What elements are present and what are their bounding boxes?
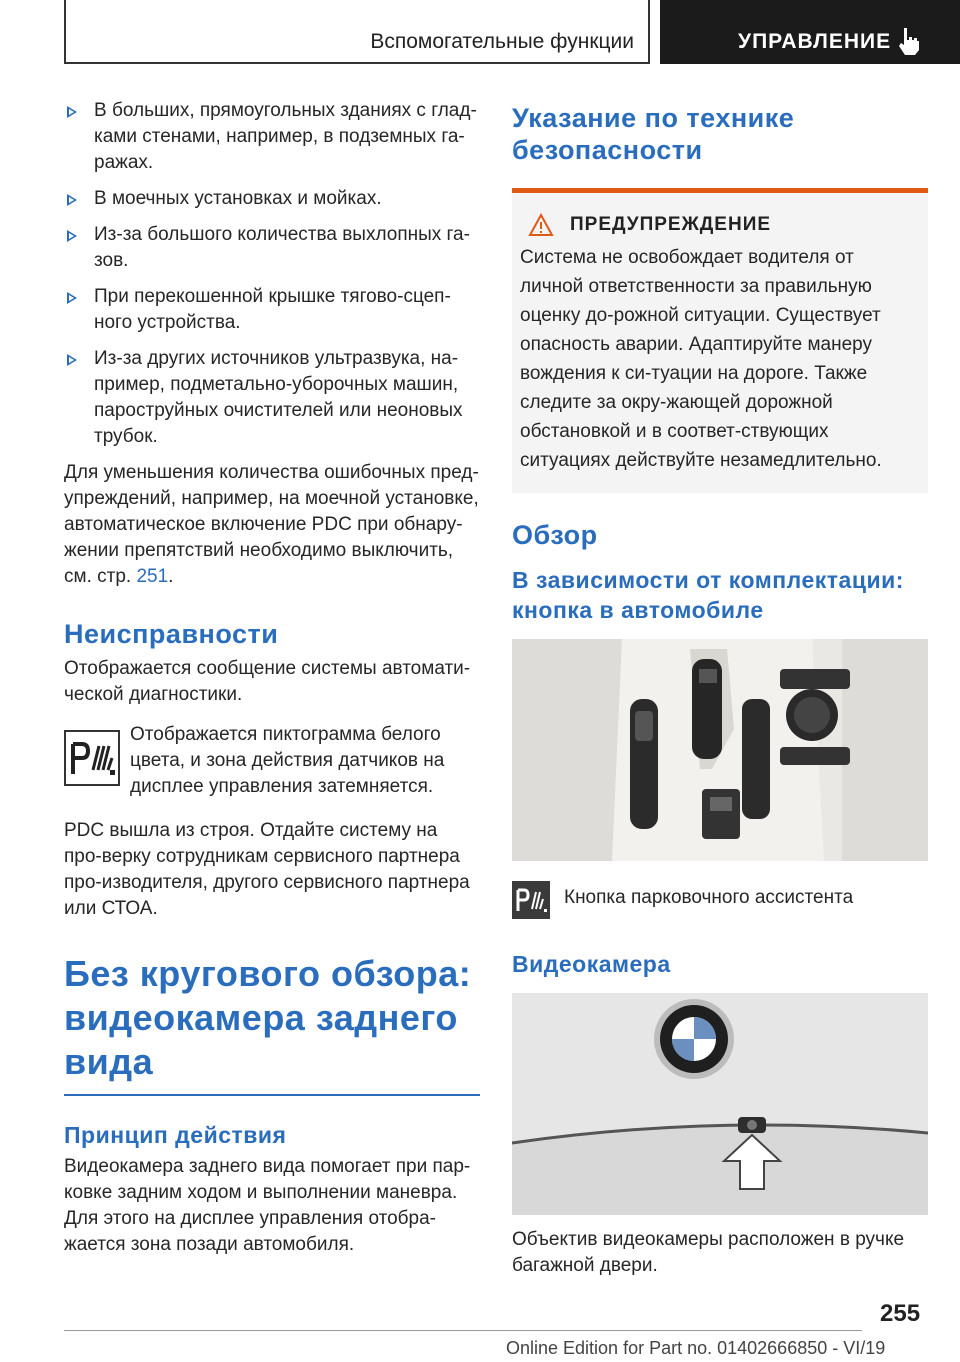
header-section: [64, 0, 650, 64]
console-caption-row: [512, 881, 928, 921]
camera-caption: Объектив видеокамеры расположен в ручке багажной двери.: [512, 1229, 905, 1276]
warning-box: [512, 188, 928, 493]
warning-text: Система не освобождает водителя от личной ответственности за правильную оценку до-рожной ситуации. Существует опасность аварии. Адаптируйте манеру вождения к си-туации на дороге. Также следите за окру-жающей дорожной обстановкой и в соответ-ствующих ситуациях действуйте незамедлительно.: [520, 247, 882, 471]
console-photo: [512, 639, 928, 861]
header-section-title: Вспомогательные функции: [370, 30, 634, 53]
section-divider: [64, 1094, 480, 1096]
warning-title: [528, 213, 920, 237]
heading-safety: Указание по технике безопасности: [512, 103, 795, 165]
warning-triangle-icon: [528, 213, 554, 237]
parking-sensor-icon: [64, 730, 120, 786]
heading-principle: Принцип действия: [64, 1122, 287, 1148]
principle-text: Видеокамера заднего вида помогает при пар-ковке задним ходом и выполнении маневра. Для этого на дисплее управления отобра-жается зона позади автомобиля.: [64, 1156, 471, 1255]
list-item: При перекошенной крышке тягово-сцеп-ного устройства.: [64, 284, 480, 336]
conditions-list: [64, 98, 480, 450]
heading-equipment: В зависимости от комплектации: кнопка в автомобиле: [512, 567, 904, 623]
hand-pointer-icon: [896, 26, 922, 56]
page-link[interactable]: 251: [136, 566, 169, 587]
left-column: [64, 98, 480, 1258]
list-item: В больших, прямоугольных зданиях с глад-ками стенами, например, в подземных га-ражах.: [64, 98, 480, 176]
heading-overview: Обзор: [512, 520, 598, 550]
heading-rear-camera: Без кругового обзора: видеокамера заднего вида: [64, 953, 472, 1082]
warning-label: ПРЕДУПРЕЖДЕНИЕ: [570, 214, 772, 235]
page-number: 255: [880, 1300, 921, 1327]
heading-malfunction: Неисправности: [64, 619, 279, 649]
list-item: Из-за большого количества выхлопных га-зов.: [64, 222, 480, 274]
footer-divider: [64, 1330, 862, 1331]
heading-camera: Видеокамера: [512, 951, 671, 977]
edition-text: Online Edition for Part no. 01402666850 - VI/19: [506, 1338, 886, 1358]
right-column: [512, 102, 928, 1279]
pdc-failed-text: PDC вышла из строя. Отдайте систему на про-верку сотрудникам сервисного партнера про-изводителя, другого сервисного партнера или СТОА.: [64, 820, 470, 919]
pdc-icon-row: [64, 722, 480, 800]
list-item: Из-за других источников ультразвука, на-пример, подметально-уборочных машин, пароструйных очистителей или неоновых трубок.: [64, 346, 480, 450]
console-caption: Кнопка парковочного ассистента: [564, 887, 854, 908]
pdc-icon-text: Отображается пиктограмма белого цвета, и зона действия датчиков на дисплее управления затемняется.: [130, 724, 445, 797]
header-chapter-title: УПРАВЛЕНИЕ: [738, 30, 892, 53]
camera-photo: [512, 993, 928, 1215]
parking-sensor-icon: [512, 881, 550, 919]
malfunction-text: Отображается сообщение системы автомати-ческой диагностики.: [64, 658, 471, 705]
list-item: В моечных установках и мойках.: [64, 186, 480, 212]
false-warning-paragraph: Для уменьшения количества ошибочных пред-упреждений, например, на моечной установке, автоматическое включение PDC при обнару-жении препятствий необходимо выключить, см. стр. 251.: [64, 462, 479, 587]
